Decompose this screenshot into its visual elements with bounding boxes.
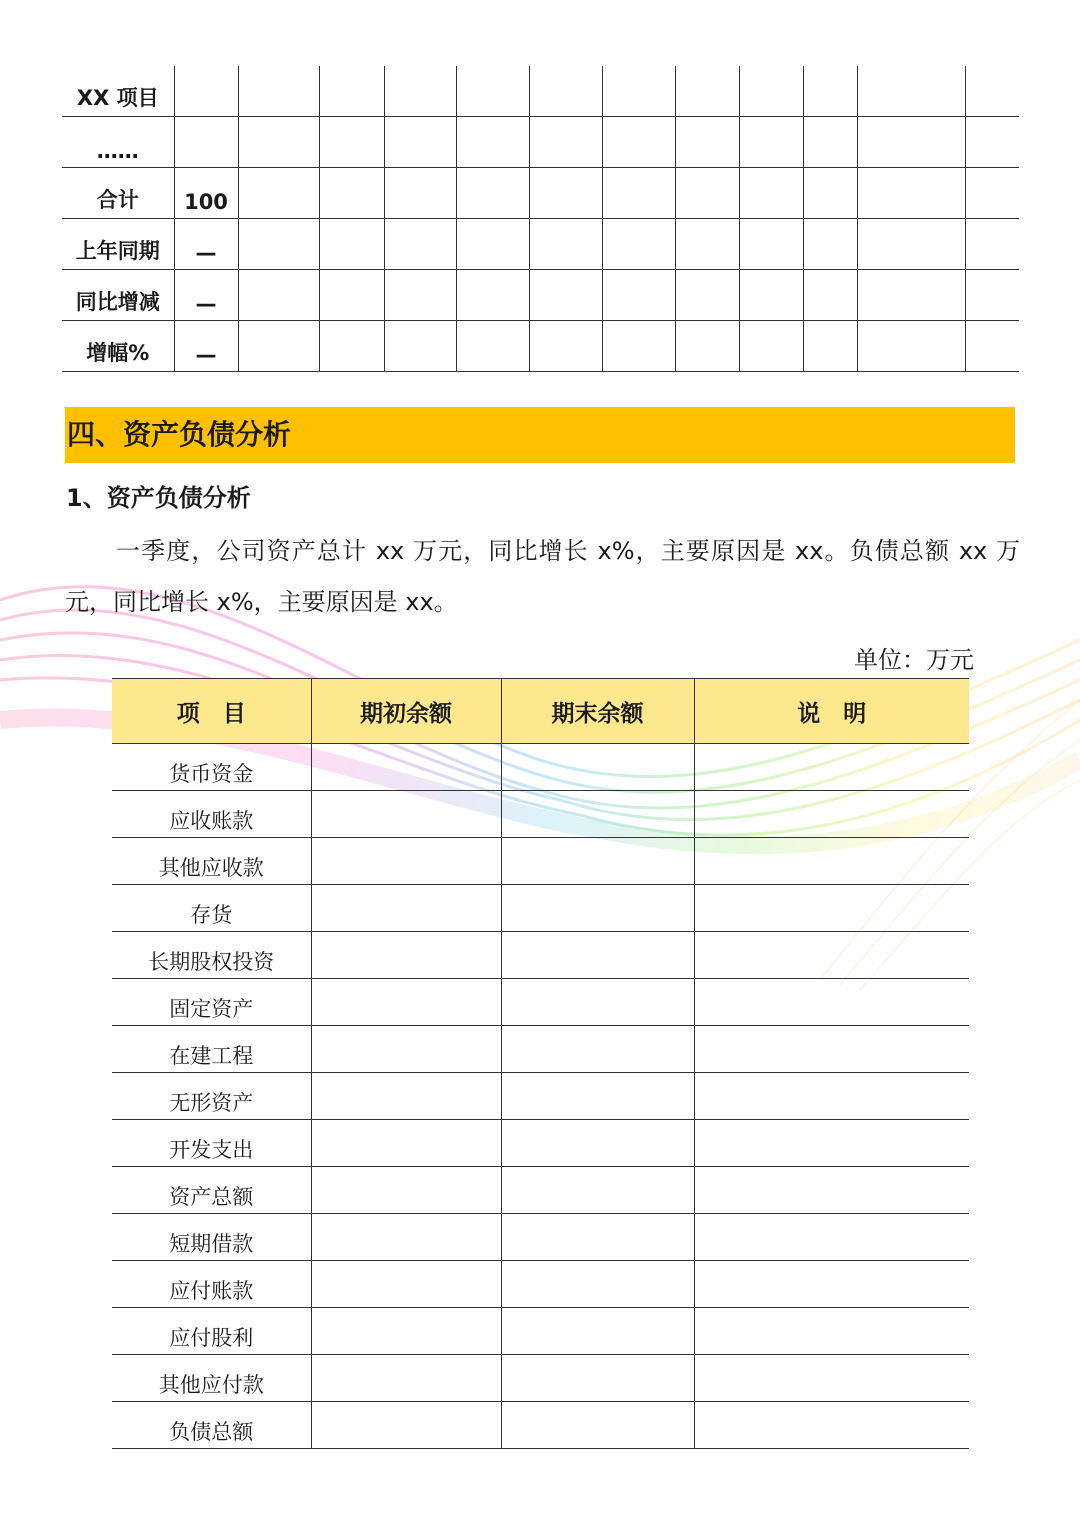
account-name: 货币资金 [112,744,311,791]
subsection-heading: 1、资产负债分析 [66,484,251,512]
account-name: 开发支出 [112,1120,311,1167]
empty-cell [675,321,739,372]
unit-label: 单位：万元 [854,646,974,674]
empty-cell [965,66,1019,117]
empty-cell [803,219,857,270]
account-name: 资产总额 [112,1167,311,1214]
empty-cell [311,979,501,1026]
table-row [112,1167,969,1214]
empty-cell [694,1120,969,1167]
table-row [112,979,969,1026]
empty-cell [602,321,675,372]
empty-cell [602,66,675,117]
empty-cell [501,1167,694,1214]
empty-cell [501,1214,694,1261]
empty-cell [694,1214,969,1261]
empty-cell [694,1073,969,1120]
row-label: 合计 [62,168,174,219]
account-name: 其他应付款 [112,1355,311,1402]
empty-cell [501,1073,694,1120]
empty-cell [501,1355,694,1402]
empty-cell [238,321,319,372]
row-value: — [174,270,238,321]
empty-cell [501,1026,694,1073]
empty-cell [739,168,803,219]
empty-cell [238,270,319,321]
empty-cell [501,744,694,791]
table-row [112,1355,969,1402]
empty-cell [739,117,803,168]
account-name: 长期股权投资 [112,932,311,979]
empty-cell [384,66,456,117]
empty-cell [456,321,529,372]
empty-cell [311,1167,501,1214]
header-closing-balance: 期末余额 [501,679,694,744]
empty-cell [238,168,319,219]
table-row [112,838,969,885]
empty-cell [501,885,694,932]
empty-cell [965,270,1019,321]
table-row [112,1261,969,1308]
empty-cell [238,66,319,117]
empty-cell [501,1120,694,1167]
empty-cell [857,219,965,270]
empty-cell [675,270,739,321]
row-value: — [174,219,238,270]
row-value: — [174,321,238,372]
empty-cell [311,1026,501,1073]
account-name: 固定资产 [112,979,311,1026]
empty-cell [675,219,739,270]
empty-cell [857,66,965,117]
empty-cell [803,321,857,372]
table-row [112,1120,969,1167]
empty-cell [501,1261,694,1308]
empty-cell [694,1355,969,1402]
empty-cell [319,66,384,117]
account-name: 短期借款 [112,1214,311,1261]
empty-cell [384,270,456,321]
row-label: 上年同期 [62,219,174,270]
empty-cell [238,117,319,168]
table-row [62,117,1019,168]
empty-cell [529,219,602,270]
empty-cell [311,791,501,838]
empty-cell [602,270,675,321]
balance-sheet-table [112,678,969,1449]
empty-cell [311,744,501,791]
empty-cell [694,1402,969,1449]
row-value: 100 [174,168,238,219]
row-value [174,66,238,117]
table-row [112,1073,969,1120]
empty-cell [803,168,857,219]
row-label: XX 项目 [62,66,174,117]
empty-cell [529,117,602,168]
empty-cell [694,1261,969,1308]
empty-cell [311,932,501,979]
empty-cell [694,979,969,1026]
table-row [62,321,1019,372]
empty-cell [739,270,803,321]
empty-cell [319,270,384,321]
empty-cell [965,168,1019,219]
table-row [62,270,1019,321]
empty-cell [602,168,675,219]
empty-cell [311,1402,501,1449]
empty-cell [311,838,501,885]
empty-cell [501,791,694,838]
row-label: 增幅% [62,321,174,372]
empty-cell [602,219,675,270]
empty-cell [529,168,602,219]
account-name: 无形资产 [112,1073,311,1120]
empty-cell [675,66,739,117]
row-label: …… [62,117,174,168]
section-title-bar: 四、资产负债分析 [65,407,1015,463]
empty-cell [319,219,384,270]
empty-cell [456,270,529,321]
empty-cell [694,791,969,838]
analysis-paragraph: 一季度，公司资产总计 xx 万元，同比增长 x%，主要原因是 xx。负债总额 xx 万元，同比增长 x%，主要原因是 xx。 [65,537,1020,616]
empty-cell [456,117,529,168]
empty-cell [311,1120,501,1167]
empty-cell [965,219,1019,270]
empty-cell [319,321,384,372]
empty-cell [311,1308,501,1355]
empty-cell [311,1214,501,1261]
empty-cell [529,66,602,117]
header-opening-balance: 期初余额 [311,679,501,744]
row-value [174,117,238,168]
empty-cell [803,66,857,117]
empty-cell [238,219,319,270]
empty-cell [384,219,456,270]
empty-cell [803,270,857,321]
empty-cell [384,117,456,168]
empty-cell [311,1073,501,1120]
account-name: 其他应收款 [112,838,311,885]
empty-cell [501,932,694,979]
empty-cell [694,838,969,885]
empty-cell [857,168,965,219]
empty-cell [675,117,739,168]
header-remark: 说 明 [694,679,969,744]
empty-cell [857,321,965,372]
account-name: 在建工程 [112,1026,311,1073]
table-row [112,932,969,979]
empty-cell [675,168,739,219]
header-item: 项 目 [112,679,311,744]
table-row [112,1214,969,1261]
empty-cell [739,66,803,117]
account-name: 应收账款 [112,791,311,838]
empty-cell [319,117,384,168]
empty-cell [694,1308,969,1355]
empty-cell [739,321,803,372]
empty-cell [965,321,1019,372]
table-row [112,1402,969,1449]
table-row [112,791,969,838]
table-row [62,168,1019,219]
empty-cell [384,321,456,372]
empty-cell [857,270,965,321]
empty-cell [311,885,501,932]
empty-cell [857,117,965,168]
empty-cell [456,219,529,270]
top-data-table [62,66,1019,372]
account-name: 存货 [112,885,311,932]
table-row [112,744,969,791]
empty-cell [311,1355,501,1402]
empty-cell [456,66,529,117]
account-name: 应付账款 [112,1261,311,1308]
empty-cell [456,168,529,219]
empty-cell [501,838,694,885]
empty-cell [319,168,384,219]
empty-cell [501,1308,694,1355]
account-name: 应付股利 [112,1308,311,1355]
empty-cell [311,1261,501,1308]
table-row [112,1308,969,1355]
table-row [112,1026,969,1073]
empty-cell [739,219,803,270]
account-name: 负债总额 [112,1402,311,1449]
empty-cell [501,979,694,1026]
table-row [112,885,969,932]
empty-cell [602,117,675,168]
empty-cell [384,168,456,219]
empty-cell [694,885,969,932]
empty-cell [803,117,857,168]
empty-cell [501,1402,694,1449]
table-header-row [112,679,969,744]
table-row [62,66,1019,117]
row-label: 同比增减 [62,270,174,321]
empty-cell [694,1026,969,1073]
empty-cell [694,932,969,979]
empty-cell [965,117,1019,168]
empty-cell [694,744,969,791]
table-row [62,219,1019,270]
empty-cell [529,270,602,321]
empty-cell [694,1167,969,1214]
empty-cell [529,321,602,372]
